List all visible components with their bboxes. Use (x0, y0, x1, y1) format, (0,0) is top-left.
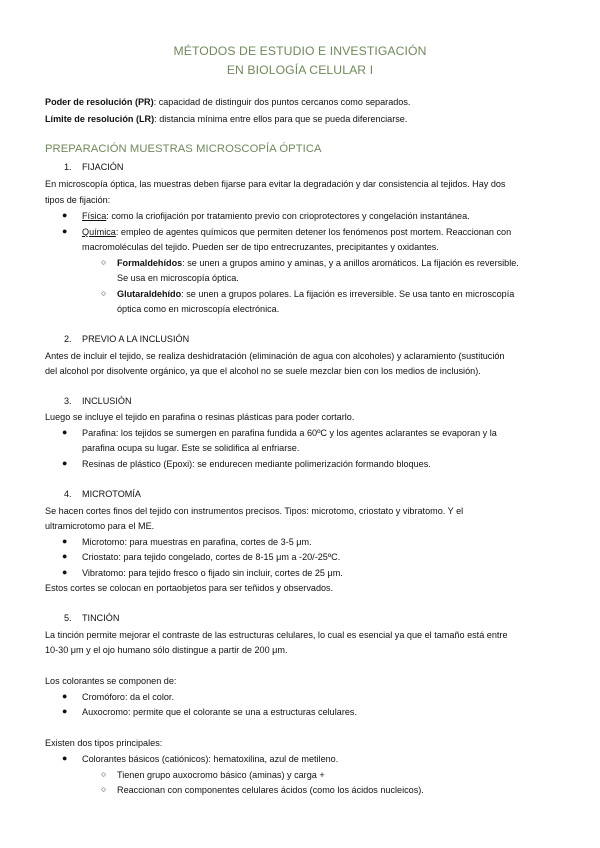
paragraph-line: del alcohol por disolvente orgánico, ya que el alcohol no se suele mezclar bien con los medios de inclusión). (45, 366, 481, 376)
list-item-cromoforo: Cromóforo: da el color. (82, 692, 174, 702)
paragraph-line: Los colorantes se componen de: (45, 676, 177, 686)
list-item-vibratomo: Vibratomo: para tejido fresco o fijado sin incluir, cortes de 25 μm. (82, 568, 343, 578)
paragraph-line: En microscopía óptica, las muestras deben fijarse para evitar la degradación y dar consistencia al tejidos. Hay dos (45, 179, 506, 189)
document-title-line2: EN BIOLOGÍA CELULAR I (226, 63, 374, 77)
circle-bullet-icon: ○ (101, 257, 107, 267)
bullet-icon: ● (62, 691, 68, 701)
glutaraldehido-term: Glutaraldehído (117, 289, 182, 299)
heading-5-number: 5. (64, 613, 72, 623)
paragraph-line: tipos de fijación: (45, 195, 111, 205)
definition-pr-term: Poder de resolución (PR) (45, 97, 154, 107)
circle-bullet-icon: ○ (101, 288, 107, 298)
paragraph-line: Existen dos tipos principales: (45, 738, 163, 748)
definition-lr (45, 113, 407, 125)
formaldehidos-term: Formaldehídos (117, 258, 183, 268)
bullet-icon: ● (62, 753, 68, 763)
definition-lr-term: Límite de resolución (LR) (45, 114, 155, 124)
list-item-colorantes-basicos: Colorantes básicos (catiónicos): hematoxilina, azul de metileno. (82, 754, 339, 764)
heading-3-title: INCLUSIÓN (82, 396, 132, 406)
bullet-icon: ● (62, 567, 68, 577)
sublist-item-continuation: Se usa en microscopía óptica. (117, 273, 239, 283)
sublist-item-formaldehidos (117, 257, 519, 269)
circle-bullet-icon: ○ (101, 769, 107, 779)
paragraph-line: Estos cortes se colocan en portaobjetos para ser teñidos y observados. (45, 583, 334, 593)
definition-lr-text: : distancia mínima entre ellos para que se pueda diferenciarse. (154, 114, 408, 124)
heading-3-number: 3. (64, 396, 72, 406)
paragraph-line: Luego se incluye el tejido en parafina o resinas plásticas para poder cortarlo. (45, 412, 355, 422)
sublist-item-glutaraldehido (117, 288, 514, 300)
circle-bullet-icon: ○ (101, 784, 107, 794)
quimica-text: : empleo de agentes químicos que permiten detener los fenómenos post mortem. Reaccionan con (115, 227, 512, 237)
quimica-term: Química (82, 227, 116, 237)
list-item-continuation: macromoléculas del tejido. Pueden ser de tipo entrecruzantes, precipitantes y oxidantes. (82, 242, 439, 252)
list-item-microtomo: Microtomo: para muestras en parafina, cortes de 3-5 μm. (82, 537, 312, 547)
paragraph-line: ultramicrotomo para el ME. (45, 521, 155, 531)
fisica-term: Física (82, 211, 107, 221)
definition-pr-text: : capacidad de distinguir dos puntos cercanos como separados. (153, 97, 411, 107)
glutaraldehido-text: : se unen a grupos polares. La fijación es irreversible. Se usa tanto en microscopía (181, 289, 515, 299)
heading-1-number: 1. (64, 162, 72, 172)
paragraph-line: La tinción permite mejorar el contraste de las estructuras celulares, lo cual es esencial ya que el tamaño está entre (45, 630, 508, 640)
list-item-fisica (82, 210, 470, 222)
heading-5-title: TINCIÓN (82, 613, 120, 623)
section-heading: PREPARACIÓN MUESTRAS MICROSCOPÍA ÓPTICA (45, 143, 322, 155)
bullet-icon: ● (62, 226, 68, 236)
sublist-item-continuation: óptica como en microscopía electrónica. (117, 304, 280, 314)
heading-2-title: PREVIO A LA INCLUSIÓN (82, 334, 190, 344)
fisica-text: : como la criofijación por tratamiento previo con crioprotectores y congelación instantánea. (106, 211, 470, 221)
list-item-criostato: Criostato: para tejido congelado, cortes de 8-15 μm a -20/-25ºC. (82, 552, 341, 562)
definition-pr (45, 96, 410, 108)
bullet-icon: ● (62, 458, 68, 468)
heading-4-title: MICROTOMÍA (82, 489, 141, 499)
heading-2-number: 2. (64, 334, 72, 344)
bullet-icon: ● (62, 551, 68, 561)
sublist-item: Reaccionan con componentes celulares ácidos (como los ácidos nucleicos). (117, 785, 424, 795)
list-item-quimica (82, 226, 511, 238)
paragraph-line: Se hacen cortes finos del tejido con instrumentos precisos. Tipos: microtomo, criostato y vibratomo. Y el (45, 506, 464, 516)
paragraph-line: 10-30 μm y el ojo humano sólo distingue a partir de 200 μm. (45, 645, 288, 655)
list-item-auxocromo: Auxocromo: permite que el colorante se una a estructuras celulares. (82, 707, 357, 717)
bullet-icon: ● (62, 706, 68, 716)
document-title-line1: MÉTODOS DE ESTUDIO E INVESTIGACIÓN (173, 44, 427, 58)
list-item-resinas: Resinas de plástico (Epoxi): se endurecen mediante polimerización formando bloques. (82, 459, 431, 469)
list-item-parafina: Parafina: los tejidos se sumergen en parafina fundida a 60ºC y los agentes aclarantes se evaporan y la (82, 428, 497, 438)
list-item-continuation: parafina ocupa su lugar. Este se solidifica al enfriarse. (82, 443, 300, 453)
bullet-icon: ● (62, 427, 68, 437)
bullet-icon: ● (62, 536, 68, 546)
heading-4-number: 4. (64, 489, 72, 499)
heading-1-title: FIJACIÓN (82, 162, 124, 172)
paragraph-line: Antes de incluir el tejido, se realiza deshidratación (eliminación de agua con alcoholes) y aclaramiento (sustitución (45, 351, 505, 361)
sublist-item: Tienen grupo auxocromo básico (aminas) y carga + (117, 770, 325, 780)
bullet-icon: ● (62, 210, 68, 220)
formaldehidos-text: : se unen a grupos amino y aminas, y a anillos aromáticos. La fijación es reversible. (182, 258, 519, 268)
